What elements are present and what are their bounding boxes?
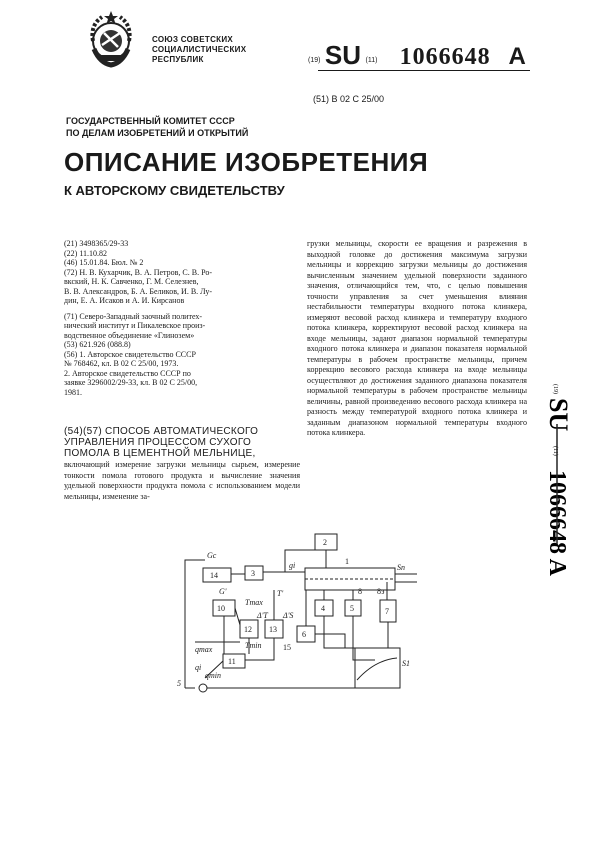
label-tmin: Tmin bbox=[245, 641, 262, 650]
biblio-line: (22) 11.10.82 bbox=[64, 248, 108, 258]
label-qi: qi bbox=[195, 663, 202, 672]
label-sn: Sn bbox=[397, 563, 405, 572]
org-line-3: РЕСПУБЛИК bbox=[152, 55, 204, 64]
separator bbox=[355, 648, 400, 688]
biblio-line: (56) 1. Авторское свидетельство СССР bbox=[64, 349, 196, 359]
claim-title: (54)(57) СПОСОБ АВТОМАТИЧЕСКОГО УПРАВЛЕНИЯ ПРОЦЕССОМ СУХОГО ПОМОЛА В ЦЕМЕНТНОЙ МЕЛЬНИЦЕ, bbox=[64, 426, 259, 459]
biblio-line: 2. Авторское свидетельство СССР по bbox=[64, 368, 191, 378]
block-6 bbox=[297, 626, 315, 642]
label-g-prime: G' bbox=[219, 587, 227, 596]
biblio-line: заявке 3296002/29-33, кл. В 02 С 25/00, bbox=[64, 378, 198, 387]
biblio-line: дин, Е. А. Исаков и А. И. Кирсанов bbox=[64, 296, 185, 305]
label-gi: gi bbox=[289, 561, 296, 570]
code-19: (19) bbox=[308, 57, 321, 64]
label-gc: Gc bbox=[207, 551, 217, 560]
code-11: (11) bbox=[365, 57, 378, 64]
patent-kind: A bbox=[508, 43, 526, 70]
document-title: ОПИСАНИЕ ИЗОБРЕТЕНИЯ bbox=[64, 147, 429, 177]
org-line-2: СОЦИАЛИСТИЧЕСКИХ bbox=[152, 45, 247, 54]
biblio-line: нический институт и Пикалевское произ- bbox=[64, 321, 206, 330]
biblio-line: 1981. bbox=[64, 387, 82, 397]
side-code-19: (19) bbox=[552, 384, 558, 394]
label-t-prime: T' bbox=[277, 589, 284, 598]
ussr-emblem-icon bbox=[80, 5, 142, 69]
side-patent-label bbox=[532, 384, 573, 674]
org-line-1: СОЮЗ СОВЕТСКИХ bbox=[152, 35, 234, 44]
label-1: 1 bbox=[345, 557, 349, 566]
ipc-classification: (51) В 02 С 25/00 bbox=[313, 94, 385, 104]
biblio-line: водственное объединение «Глинозем» bbox=[64, 330, 195, 340]
organization-name bbox=[152, 35, 246, 65]
summing-node bbox=[199, 684, 207, 692]
label-tmax: Tmax bbox=[245, 598, 263, 607]
biblio-line: (72) Н. В. Кухарчик, В. А. Петров, С. В. Ро- bbox=[64, 267, 213, 277]
patent-number: 1066648 bbox=[399, 44, 491, 70]
biblio-line: вкский, Н. К. Савченко, Г. М. Селезнев, bbox=[64, 277, 199, 286]
label-7: 7 bbox=[385, 607, 389, 616]
label-5-input: 5 bbox=[177, 679, 181, 688]
label-6: 6 bbox=[302, 630, 306, 639]
claim-text-right: грузки мельницы, скорости ее вращения и разрежения в выходной головке до достижения максимума загрузки мельницы и коррекцию загрузки мельницы до достижения вычисленным значением удельной поверхности заданного значения, отличающийся тем, что, с целью повышения точности управления за счет уменьшения влияния нестабильности температуры входного потока клинкера, измеряют весовой расход клинкера и температуру входного потока клинкера, корректируют весовой расход клинкера на входе мельницы, задают диапазон нормальной температуры входного потока клинкера и диапазон показателя нормальной температуры в рабочем пространстве мельницы, причем коррекцию весового расхода клинкера на входе мельницы осуществляют до достижения заданного диапазона показателя нормальной температуры в рабочем пространстве мельницы величины, равной произведению весового расхода клинкера на разность между температурой входного потока клинкера и заданным диапазоном нормальной температуры входного потока клинкера. bbox=[307, 239, 527, 437]
label-8e: 8э bbox=[377, 587, 385, 596]
biblio-line: (71) Северо-Западный заочный политех- bbox=[64, 311, 203, 321]
side-patent-number: 1066648 A bbox=[544, 470, 570, 577]
bibliographic-data bbox=[64, 239, 300, 397]
biblio-line: (21) 3498365/29-33 bbox=[64, 239, 129, 248]
label-8: 8 bbox=[358, 587, 362, 596]
biblio-line: В. В. Александров, Б. А. Беликов, И. В. Лу- bbox=[64, 286, 213, 296]
label-3: 3 bbox=[251, 569, 255, 578]
committee-line-1: ГОСУДАРСТВЕННЫЙ КОМИТЕТ СССР bbox=[66, 116, 235, 126]
label-13: 13 bbox=[269, 625, 277, 634]
committee-line-2: ПО ДЕЛАМ ИЗОБРЕТЕНИЙ И ОТКРЫТИЙ bbox=[66, 128, 249, 138]
side-code-11: (11) bbox=[552, 446, 558, 456]
process-diagram bbox=[165, 530, 425, 700]
country-code: SU bbox=[324, 40, 362, 70]
biblio-line: № 768462, кл. В 02 С 25/00, 1973. bbox=[64, 359, 179, 368]
label-qmin: qmin bbox=[205, 671, 221, 680]
patent-number-line bbox=[308, 40, 526, 71]
label-11: 11 bbox=[228, 657, 236, 666]
label-qmax: qmax bbox=[195, 645, 213, 654]
header-rule bbox=[318, 70, 530, 71]
biblio-line: (46) 15.01.84. Бюл. № 2 bbox=[64, 258, 144, 267]
label-15: 15 bbox=[283, 643, 291, 652]
label-delta-s: Δ'S bbox=[283, 611, 294, 620]
label-14: 14 bbox=[210, 571, 218, 580]
label-5: 5 bbox=[350, 604, 354, 613]
label-4: 4 bbox=[321, 604, 325, 613]
label-delta-t: Δ'T bbox=[257, 611, 268, 620]
committee-name bbox=[66, 115, 248, 139]
label-10: 10 bbox=[217, 604, 225, 613]
side-country: SU bbox=[544, 398, 573, 432]
document-subtitle: К АВТОРСКОМУ СВИДЕТЕЛЬСТВУ bbox=[64, 183, 285, 198]
label-12: 12 bbox=[244, 625, 252, 634]
label-2: 2 bbox=[323, 538, 327, 547]
label-s1: S1 bbox=[402, 659, 410, 668]
biblio-line: (53) 621.926 (088.8) bbox=[64, 340, 131, 349]
claim-text-left: включающий измерение загрузки мельницы сырьем, измерение тонкости помола готового продукта и вычисление значения удельной поверхности продукта помола с использованием модели мельницы, изменение за- bbox=[64, 460, 300, 501]
